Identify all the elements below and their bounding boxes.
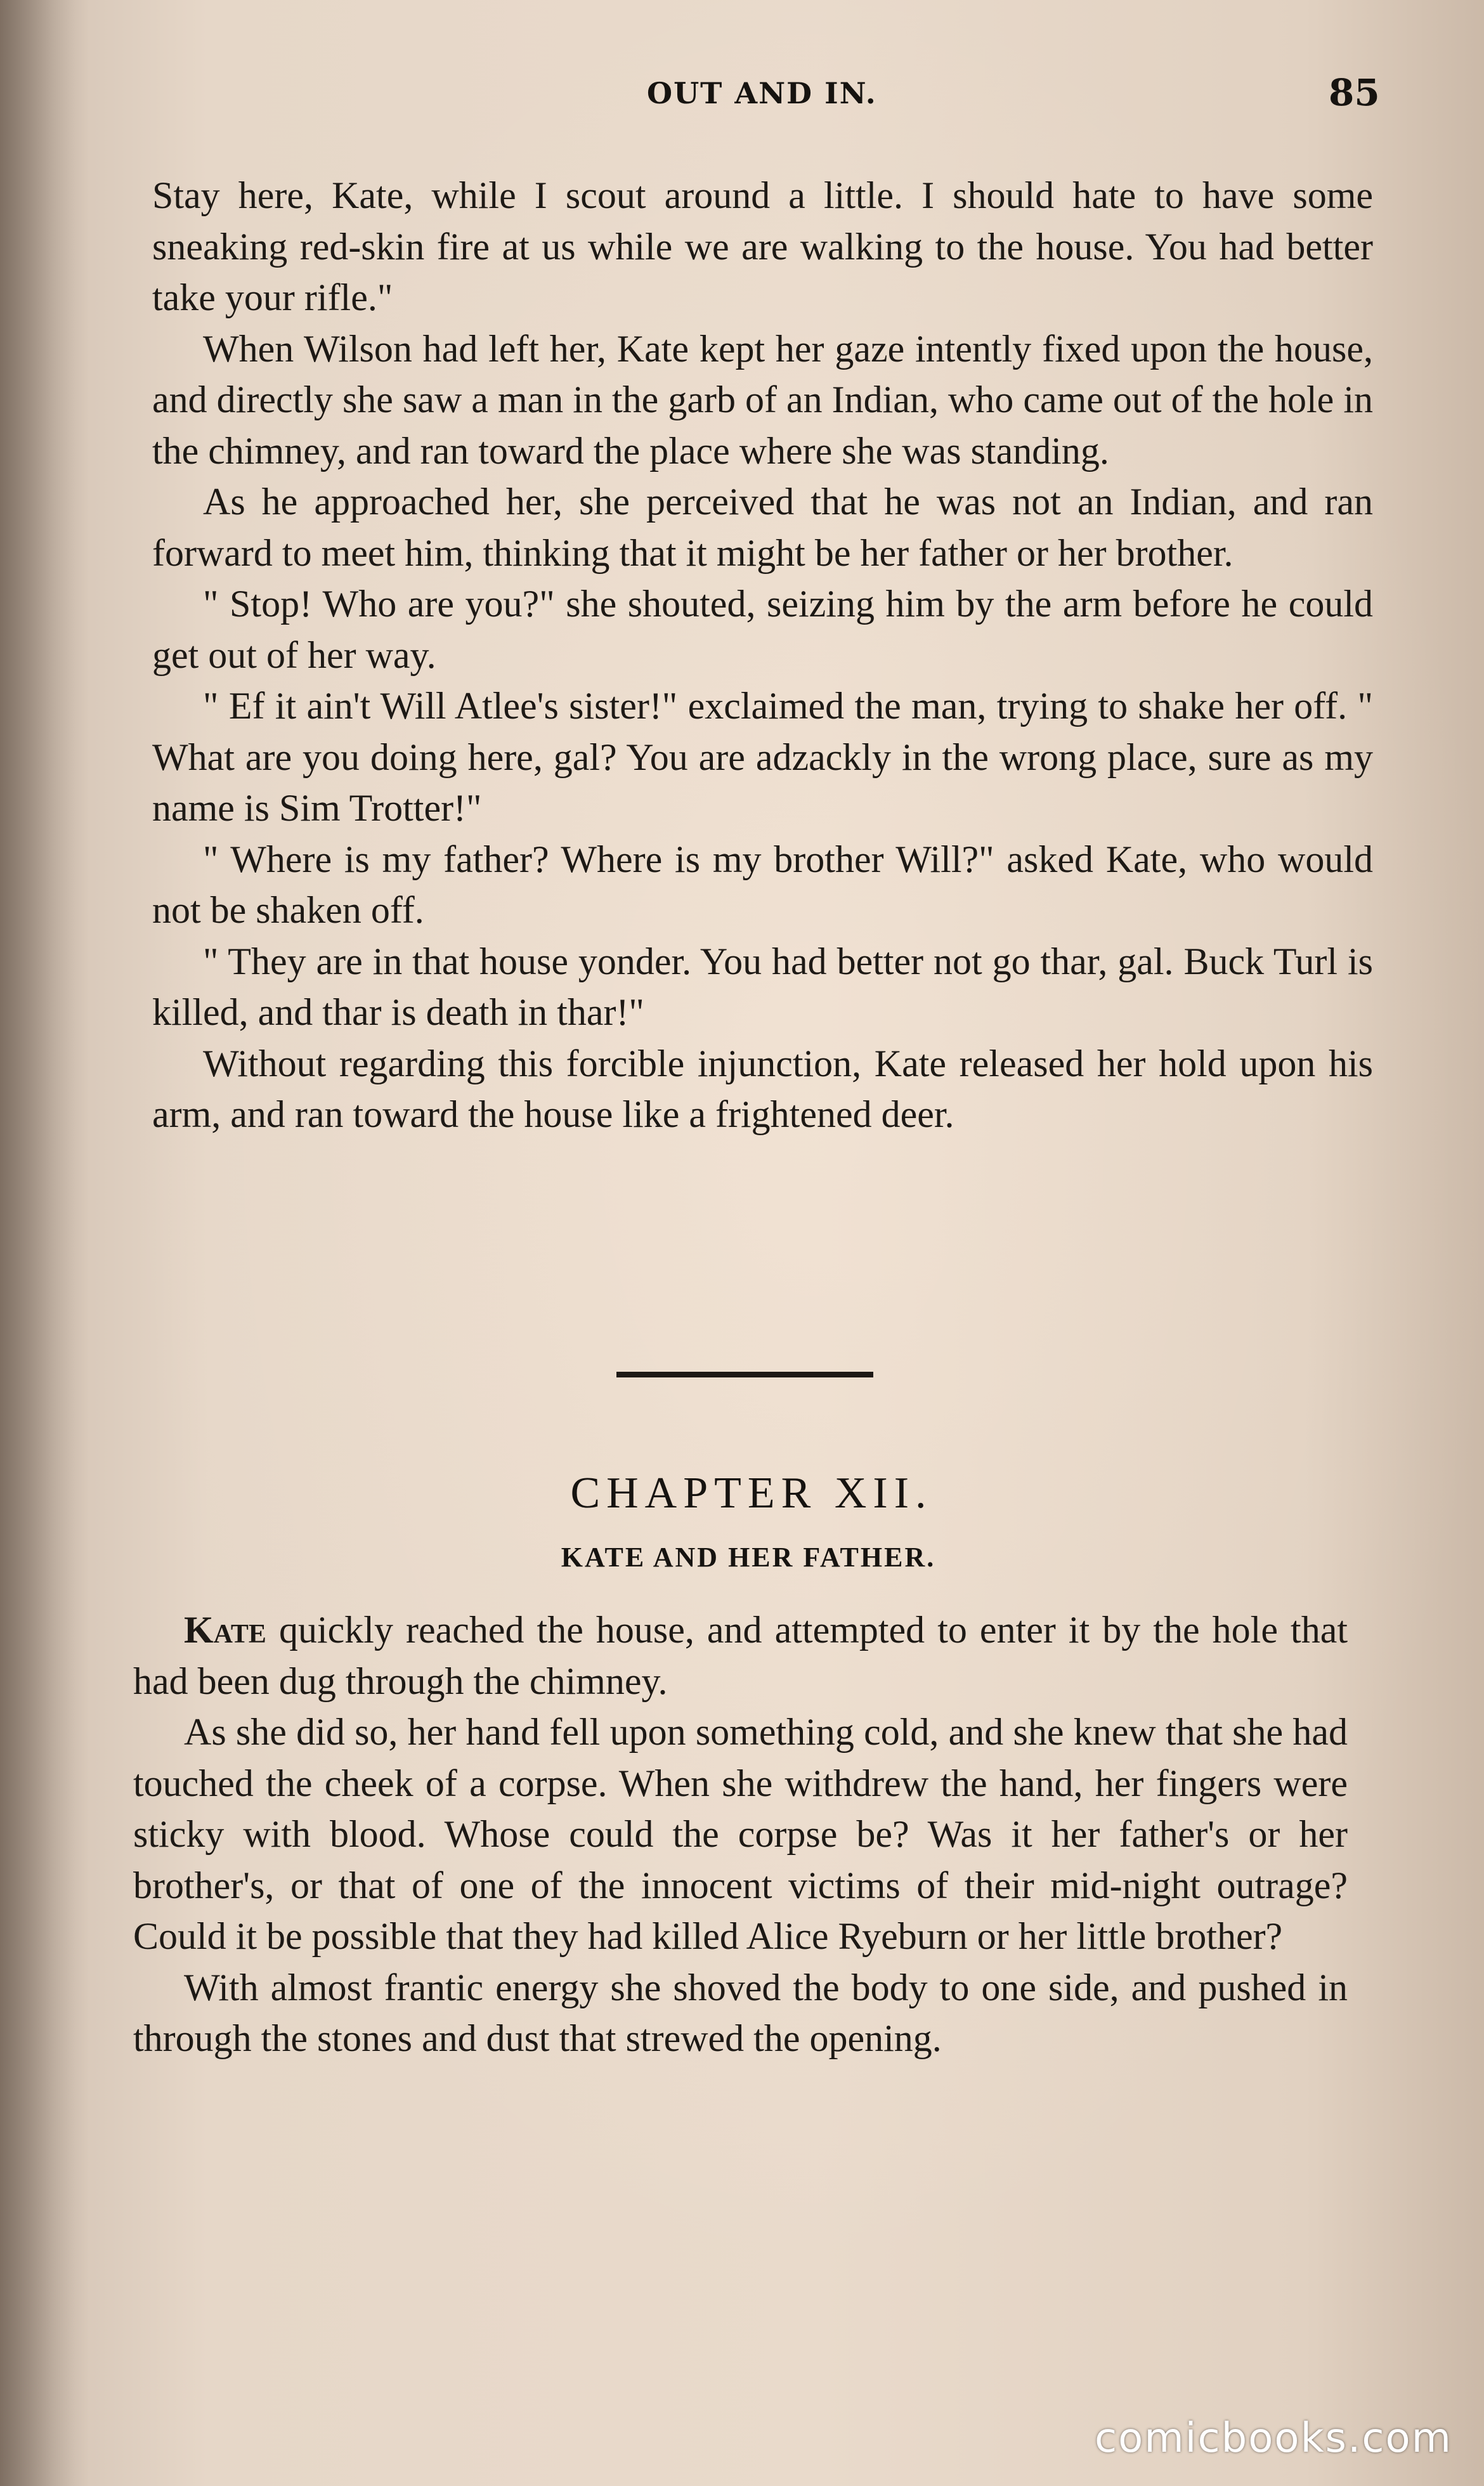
paragraph-text: quickly reached the house, and attempted to enter it by the hole that had been dug through the chimney.: [133, 1609, 1348, 1702]
lead-word: Kate: [184, 1609, 266, 1651]
paragraph: " Where is my father? Where is my brother Will?" asked Kate, who would not be shaken off.: [152, 838, 1373, 931]
paragraph: " They are in that house yonder. You had better not go thar, gal. Buck Turl is killed, and thar is death in thar!": [152, 940, 1373, 1033]
paragraph: When Wilson had left her, Kate kept her gaze intently fixed upon the house, and directly she saw a man in the garb of an Indian, who came out of the hole in the chimney, and ran toward the place where she was standing.: [152, 327, 1373, 472]
text-block-top: [152, 170, 1373, 1140]
watermark: comicbooks.com: [1094, 2415, 1452, 2462]
paragraph: Without regarding this forcible injunction, Kate released her hold upon his arm, and ran toward the house like a frightened deer.: [152, 1042, 1373, 1135]
section-divider: [616, 1372, 873, 1377]
chapter-title: CHAPTER XII.: [570, 1469, 933, 1518]
paragraph: [133, 1604, 1348, 1707]
page-number: 85: [1329, 71, 1380, 114]
paragraph: " Stop! Who are you?" she shouted, seizing him by the arm before he could get out of her way.: [152, 583, 1373, 676]
paragraph: As she did so, her hand fell upon something cold, and she knew that she had touched the cheek of a corpse. When she withdrew the hand, her fingers were sticky with blood. Whose could the corpse be? Was it her father's or her brother's, or that of one of the innocent victims of their mid-night outrage? Could it be possible that they had killed Alice Ryeburn or her little brother?: [133, 1711, 1348, 1957]
text-block-bottom: [133, 1604, 1348, 2064]
paragraph: Stay here, Kate, while I scout around a little. I should hate to have some sneaking red-skin fire at us while we are walking to the house. You had better take your rifle.": [152, 174, 1373, 318]
paragraph: " Ef it ain't Will Atlee's sister!" exclaimed the man, trying to shake her off. " What are you doing here, gal? You are adzackly in the wrong place, sure as my name is Sim Trotter!": [152, 685, 1373, 829]
chapter-subtitle: KATE AND HER FATHER.: [561, 1542, 936, 1573]
paragraph: As he approached her, she perceived that he was not an Indian, and ran forward to meet him, thinking that it might be her father or her brother.: [152, 481, 1373, 574]
paragraph: With almost frantic energy she shoved the body to one side, and pushed in through the stones and dust that strewed the opening.: [133, 1966, 1348, 2059]
gutter-shadow: [0, 0, 89, 2486]
running-head: OUT AND IN.: [647, 76, 877, 110]
